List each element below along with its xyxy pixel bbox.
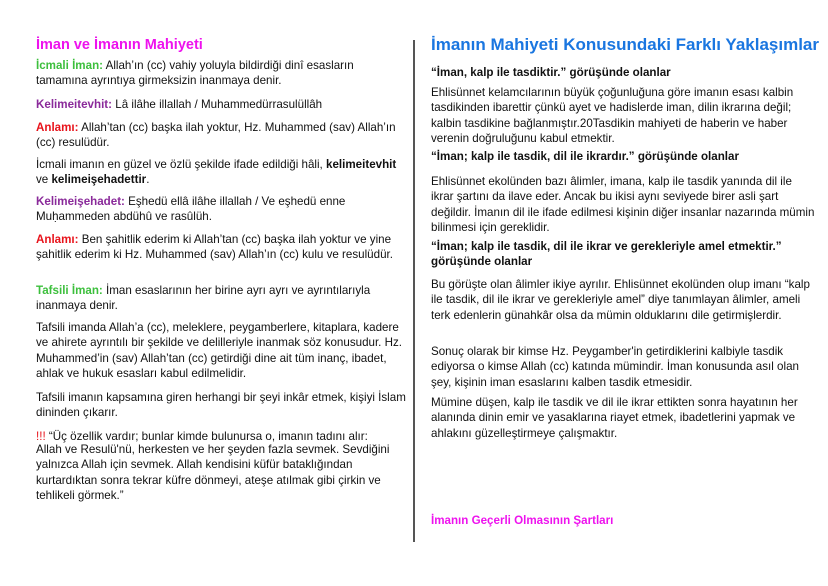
paragraph-3: Bu görüşte olan âlimler ikiye ayrılır. Ehlisünnet ekolünden olup imanı “kalp ile tasdik, dil ile ikrar ve gerekleriyle amel” diye tanımlayan âlimler, ameli terk edenlerin günahkâr olsa da mümin olduklarını dile getirmişlerdir. bbox=[431, 278, 810, 322]
tafsili-iman-label: Tafsili İman: bbox=[36, 284, 103, 297]
heading-3-text: “İman; kalp ile tasdik, dil ile ikrar ve gerekleriyle amel etmektir.” görüşünde olanlar bbox=[431, 240, 782, 269]
kelimeitevhit-paragraph bbox=[36, 97, 406, 112]
hadis-content-paragraph: Allah ve Resulü'nü, herkesten ve her şeyden fazla sevmek. Sevdiğini yalnızca Allah için sevmek. Allah kendisini küfür bataklığından kurtardıktan sonra tekrar küfre dönmeyi, ateşe atılmak gibi çirkin ve tehlikeli görmek.” bbox=[36, 443, 390, 502]
text: İcmali imanın en güzel ve özlü şekilde ifade edildiği hâli, bbox=[36, 158, 327, 171]
anlami-1-paragraph bbox=[36, 120, 406, 151]
anlami-1-text: Allah’tan (cc) başka ilah yoktur, Hz. Muhammed (sav) Allah’ın (cc) resulüdür. bbox=[36, 121, 396, 150]
anlami-1-label: Anlamı: bbox=[36, 121, 79, 134]
kelimeisehadet-paragraph bbox=[36, 194, 406, 225]
right-title: İmanın Mahiyeti Konusundaki Farklı Yaklaşımlar bbox=[431, 35, 819, 54]
text: . bbox=[146, 173, 150, 187]
kelimeitevhit-text: Lâ ilâhe illallah / Muhammedürrasulüllâh bbox=[112, 98, 323, 111]
heading-2 bbox=[431, 149, 816, 164]
heading-1 bbox=[431, 65, 816, 80]
heading-2-text: “İman; kalp ile tasdik, dil ile ikrardır.” görüşünde olanlar bbox=[431, 150, 739, 163]
paragraph-2: Ehlisünnet ekolünden bazı âlimler, imana, kalp ile tasdik yanında dil ile ikrar şartını da ilave eder. Ancak bu ikisi aynı seviyede birer asli şart değildir. İmanın dil ile ifade edilmesi kişinin diğer insanlar nazarında mümin bilinmesi için gereklidir. bbox=[431, 175, 815, 234]
kelimeitevhit-label: Kelimeitevhit: bbox=[36, 98, 113, 111]
heading-1-text: “İman, kalp ile tasdiktir.” görüşünde olanlar bbox=[431, 66, 671, 79]
bold-term: kelimeitevhit bbox=[326, 158, 397, 171]
paragraph-5: Mümine düşen, kalp ile tasdik ve dil ile ikrar ettikten sonra hayatının her alanında dinin emir ve yasaklarına riayet etmek, ibadetlerini yapmak ve ahlakını güzelleştirmeye çalışmaktır. bbox=[431, 396, 798, 440]
anlami-2-paragraph bbox=[36, 232, 406, 263]
tafsili-iman-text: İman esaslarının her birine ayrı ayrı ve ayrıntılarıyla inanmaya denir. bbox=[36, 284, 371, 313]
anlami-2-text: Ben şahitlik ederim ki Allah’tan (cc) başka ilah yoktur ve yine şahitlik ederim ki Hz. Muhammed (sav) Allah’ın (cc) kulu ve resulüdür. bbox=[36, 233, 393, 262]
text: ve bbox=[36, 173, 52, 187]
paragraph-4: Sonuç olarak bir kimse Hz. Peygamber'in getirdiklerini kalbiyle tasdik ediyorsa o kimse Allah (cc) katında mümindir. İman konusunda asıl olan şey, kişinin iman esaslarını kalben tasdik etmesidir. bbox=[431, 345, 799, 389]
icmali-iman-text: Allah’ın (cc) vahiy yoluyla bildirdiği dinî esasların tamamına ayrıntıya girmeksizin inanmaya denir. bbox=[36, 59, 354, 88]
tafsili-imanda-paragraph: Tafsili imanda Allah’a (cc), meleklere, peygamberlere, kitaplara, kadere ve ahirete ayrıntılı bir şekilde ve delilleriyle inanmak söz konusudur. Hz. Muhammed’in (sav) Allah’tan (cc) getirdiği dine ait tüm inanç, ibadet, ahlak ve hukuk esasları kabul edilmelidir. bbox=[36, 321, 403, 380]
icmali-iman-paragraph bbox=[36, 58, 406, 89]
warning-mark: !!! bbox=[36, 430, 46, 443]
column-divider bbox=[413, 40, 415, 542]
hadis-intro-text: “Üç özellik vardır; bunlar kimde bulunursa o, imanın tadını alır: bbox=[45, 430, 368, 443]
bold-term: kelimeişehadettir bbox=[51, 173, 147, 187]
next-section-heading: İmanın Geçerli Olmasının Şartları bbox=[431, 514, 614, 527]
left-title: İman ve İmanın Mahiyeti bbox=[36, 37, 203, 53]
anlami-2-label: Anlamı: bbox=[36, 233, 79, 246]
kelimeisehadet-label: Kelimeişehadet: bbox=[36, 195, 125, 208]
icmali-iman-label: İcmali İman: bbox=[36, 59, 104, 72]
tafsili-iman-paragraph bbox=[36, 283, 406, 314]
tafsili-inkar-paragraph: Tafsili imanın kapsamına giren herhangi bir şeyi inkâr etmek, kişiyi İslam dininden çıkarır. bbox=[36, 391, 406, 420]
icmali-ifade-paragraph bbox=[36, 157, 406, 188]
paragraph-1: Ehlisünnet kelamcılarının büyük çoğunluğuna göre imanın esası kalbin tasdikinden ibarettir çünkü ayet ve hadislerde iman, dilin ikrarına değil; kalbin tasdikine bağlanmıştır.20Tasdikin mahiyeti de haberin ve haber verenin doğruluğunu kabul etmektir. bbox=[431, 86, 794, 145]
kelimeisehadet-text: Eşhedü ellâ ilâhe illallah / Ve eşhedü enne Muḥammeden abdühû ve rasûlüh. bbox=[36, 195, 346, 224]
heading-3 bbox=[431, 239, 816, 270]
